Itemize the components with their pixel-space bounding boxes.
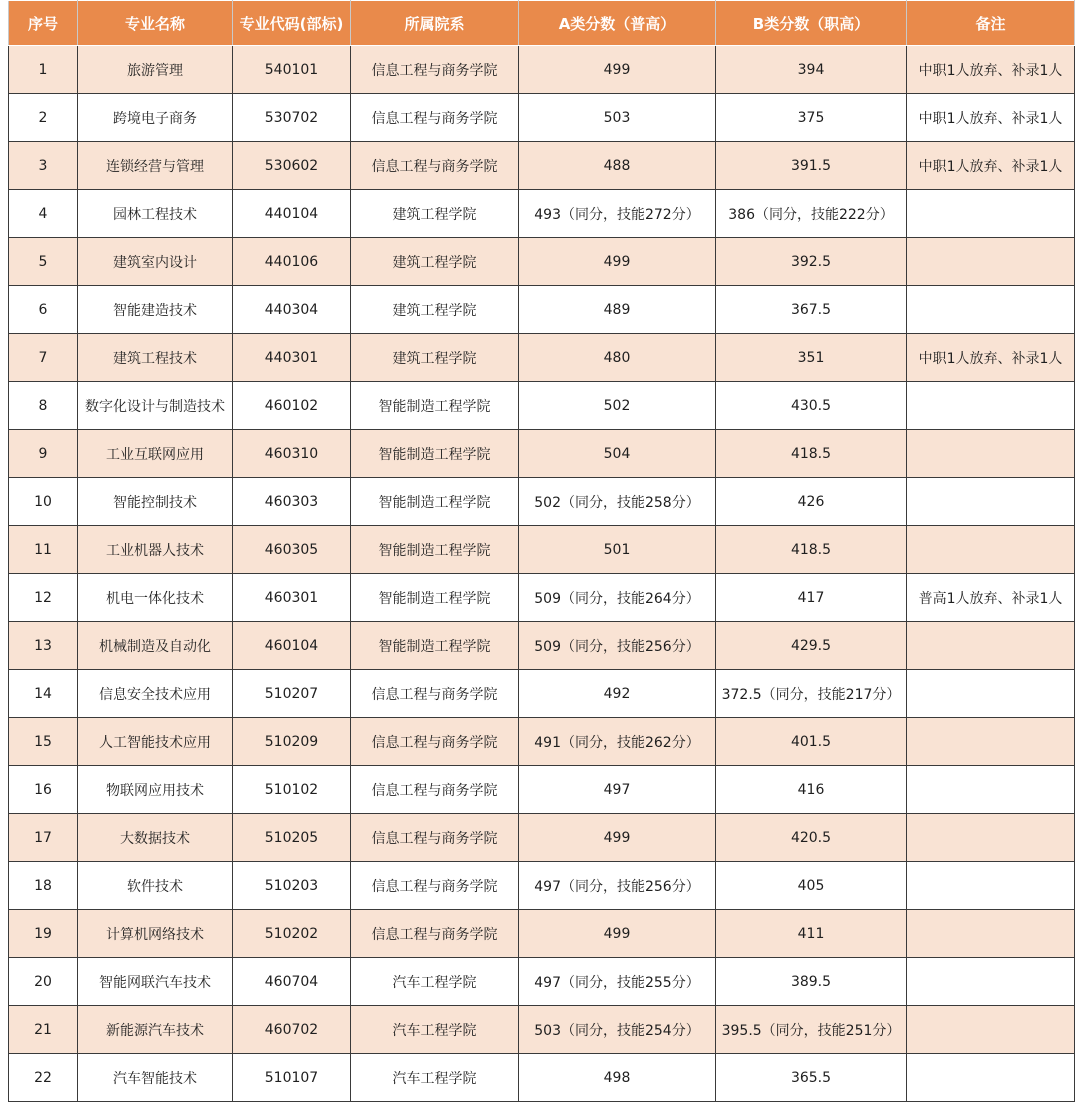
score-b-cell: 365.5: [716, 1054, 907, 1102]
major-name-cell: 工业机器人技术: [78, 526, 233, 574]
table-row: [9, 334, 1075, 382]
index-cell: 16: [9, 766, 78, 814]
remarks-cell: 中职1人放弃、补录1人: [907, 46, 1075, 94]
table-row: [9, 286, 1075, 334]
score-a-cell: 489: [519, 286, 716, 334]
major-code-cell: 440104: [233, 190, 351, 238]
department-cell: 智能制造工程学院: [351, 574, 519, 622]
major-code-cell: 460303: [233, 478, 351, 526]
score-a-cell: 491（同分，技能262分）: [519, 718, 716, 766]
remarks-cell: [907, 238, 1075, 286]
score-b-cell: 401.5: [716, 718, 907, 766]
table-row: [9, 814, 1075, 862]
index-cell: 17: [9, 814, 78, 862]
department-cell: 智能制造工程学院: [351, 430, 519, 478]
table-row: [9, 382, 1075, 430]
remarks-cell: [907, 430, 1075, 478]
score-b-cell: 372.5（同分，技能217分）: [716, 670, 907, 718]
department-cell: 信息工程与商务学院: [351, 766, 519, 814]
major-code-cell: 460104: [233, 622, 351, 670]
score-b-cell: 394: [716, 46, 907, 94]
remarks-cell: [907, 478, 1075, 526]
department-cell: 信息工程与商务学院: [351, 142, 519, 190]
major-name-cell: 工业互联网应用: [78, 430, 233, 478]
index-cell: 4: [9, 190, 78, 238]
remarks-cell: [907, 286, 1075, 334]
table-row: [9, 430, 1075, 478]
index-cell: 2: [9, 94, 78, 142]
major-code-cell: 460702: [233, 1006, 351, 1054]
score-a-cell: 509（同分，技能256分）: [519, 622, 716, 670]
major-name-cell: 数字化设计与制造技术: [78, 382, 233, 430]
major-code-cell: 510202: [233, 910, 351, 958]
major-code-cell: 510203: [233, 862, 351, 910]
table-row: [9, 190, 1075, 238]
table-row: [9, 142, 1075, 190]
score-b-cell: 375: [716, 94, 907, 142]
score-a-cell: 480: [519, 334, 716, 382]
header-row: [9, 1, 1075, 46]
score-a-cell: 499: [519, 46, 716, 94]
remarks-cell: [907, 670, 1075, 718]
table-row: [9, 574, 1075, 622]
index-cell: 7: [9, 334, 78, 382]
index-cell: 21: [9, 1006, 78, 1054]
header-department: 所属院系: [351, 1, 519, 46]
table-row: [9, 94, 1075, 142]
department-cell: 汽车工程学院: [351, 1054, 519, 1102]
major-name-cell: 跨境电子商务: [78, 94, 233, 142]
table-row: [9, 718, 1075, 766]
remarks-cell: [907, 622, 1075, 670]
index-cell: 9: [9, 430, 78, 478]
major-name-cell: 物联网应用技术: [78, 766, 233, 814]
major-code-cell: 460305: [233, 526, 351, 574]
remarks-cell: [907, 190, 1075, 238]
major-code-cell: 510205: [233, 814, 351, 862]
major-name-cell: 软件技术: [78, 862, 233, 910]
table-row: [9, 1054, 1075, 1102]
major-code-cell: 510107: [233, 1054, 351, 1102]
score-b-cell: 420.5: [716, 814, 907, 862]
score-table: [8, 0, 1075, 1102]
major-name-cell: 汽车智能技术: [78, 1054, 233, 1102]
score-a-cell: 504: [519, 430, 716, 478]
department-cell: 建筑工程学院: [351, 334, 519, 382]
header-major-code: 专业代码(部标): [233, 1, 351, 46]
table-row: [9, 670, 1075, 718]
major-code-cell: 540101: [233, 46, 351, 94]
major-name-cell: 新能源汽车技术: [78, 1006, 233, 1054]
score-b-cell: 395.5（同分，技能251分）: [716, 1006, 907, 1054]
department-cell: 智能制造工程学院: [351, 622, 519, 670]
table-body: [9, 46, 1075, 1102]
score-a-cell: 492: [519, 670, 716, 718]
major-name-cell: 园林工程技术: [78, 190, 233, 238]
score-b-cell: 351: [716, 334, 907, 382]
header-remarks: 备注: [907, 1, 1075, 46]
score-b-cell: 426: [716, 478, 907, 526]
score-a-cell: 499: [519, 814, 716, 862]
major-code-cell: 460301: [233, 574, 351, 622]
remarks-cell: [907, 1006, 1075, 1054]
score-b-cell: 405: [716, 862, 907, 910]
major-name-cell: 人工智能技术应用: [78, 718, 233, 766]
index-cell: 20: [9, 958, 78, 1006]
department-cell: 智能制造工程学院: [351, 382, 519, 430]
index-cell: 11: [9, 526, 78, 574]
department-cell: 信息工程与商务学院: [351, 814, 519, 862]
table-row: [9, 478, 1075, 526]
major-code-cell: 440304: [233, 286, 351, 334]
department-cell: 汽车工程学院: [351, 958, 519, 1006]
table-row: [9, 622, 1075, 670]
major-name-cell: 智能控制技术: [78, 478, 233, 526]
table-row: [9, 766, 1075, 814]
department-cell: 汽车工程学院: [351, 1006, 519, 1054]
score-b-cell: 429.5: [716, 622, 907, 670]
score-b-cell: 391.5: [716, 142, 907, 190]
score-b-cell: 389.5: [716, 958, 907, 1006]
score-a-cell: 498: [519, 1054, 716, 1102]
score-a-cell: 502（同分，技能258分）: [519, 478, 716, 526]
score-b-cell: 411: [716, 910, 907, 958]
major-name-cell: 机电一体化技术: [78, 574, 233, 622]
table-row: [9, 1006, 1075, 1054]
remarks-cell: [907, 958, 1075, 1006]
department-cell: 信息工程与商务学院: [351, 862, 519, 910]
score-a-cell: 503（同分，技能254分）: [519, 1006, 716, 1054]
major-code-cell: 460310: [233, 430, 351, 478]
table-row: [9, 958, 1075, 1006]
major-name-cell: 大数据技术: [78, 814, 233, 862]
index-cell: 8: [9, 382, 78, 430]
header-index: 序号: [9, 1, 78, 46]
major-name-cell: 智能网联汽车技术: [78, 958, 233, 1006]
score-b-cell: 430.5: [716, 382, 907, 430]
major-code-cell: 530702: [233, 94, 351, 142]
header-major-name: 专业名称: [78, 1, 233, 46]
remarks-cell: 普高1人放弃、补录1人: [907, 574, 1075, 622]
index-cell: 13: [9, 622, 78, 670]
score-a-cell: 501: [519, 526, 716, 574]
score-a-cell: 499: [519, 910, 716, 958]
index-cell: 5: [9, 238, 78, 286]
department-cell: 建筑工程学院: [351, 190, 519, 238]
department-cell: 智能制造工程学院: [351, 478, 519, 526]
score-a-cell: 493（同分，技能272分）: [519, 190, 716, 238]
department-cell: 建筑工程学院: [351, 286, 519, 334]
index-cell: 18: [9, 862, 78, 910]
remarks-cell: 中职1人放弃、补录1人: [907, 94, 1075, 142]
index-cell: 1: [9, 46, 78, 94]
department-cell: 建筑工程学院: [351, 238, 519, 286]
header-score-b: B类分数（职高）: [716, 1, 907, 46]
index-cell: 12: [9, 574, 78, 622]
table-row: [9, 910, 1075, 958]
remarks-cell: [907, 910, 1075, 958]
index-cell: 22: [9, 1054, 78, 1102]
score-b-cell: 417: [716, 574, 907, 622]
header-score-a: A类分数（普高）: [519, 1, 716, 46]
table-row: [9, 46, 1075, 94]
index-cell: 3: [9, 142, 78, 190]
remarks-cell: 中职1人放弃、补录1人: [907, 142, 1075, 190]
department-cell: 信息工程与商务学院: [351, 94, 519, 142]
score-a-cell: 497（同分，技能256分）: [519, 862, 716, 910]
remarks-cell: [907, 718, 1075, 766]
major-name-cell: 智能建造技术: [78, 286, 233, 334]
remarks-cell: [907, 766, 1075, 814]
major-name-cell: 信息安全技术应用: [78, 670, 233, 718]
score-b-cell: 416: [716, 766, 907, 814]
major-code-cell: 530602: [233, 142, 351, 190]
score-a-cell: 499: [519, 238, 716, 286]
score-b-cell: 418.5: [716, 430, 907, 478]
remarks-cell: 中职1人放弃、补录1人: [907, 334, 1075, 382]
score-b-cell: 392.5: [716, 238, 907, 286]
major-code-cell: 460102: [233, 382, 351, 430]
score-a-cell: 502: [519, 382, 716, 430]
index-cell: 15: [9, 718, 78, 766]
remarks-cell: [907, 1054, 1075, 1102]
score-a-cell: 503: [519, 94, 716, 142]
major-name-cell: 建筑工程技术: [78, 334, 233, 382]
score-a-cell: 497: [519, 766, 716, 814]
remarks-cell: [907, 382, 1075, 430]
table-header: [9, 1, 1075, 46]
major-code-cell: 460704: [233, 958, 351, 1006]
table-row: [9, 526, 1075, 574]
score-b-cell: 386（同分，技能222分）: [716, 190, 907, 238]
index-cell: 6: [9, 286, 78, 334]
remarks-cell: [907, 526, 1075, 574]
score-b-cell: 367.5: [716, 286, 907, 334]
index-cell: 14: [9, 670, 78, 718]
score-b-cell: 418.5: [716, 526, 907, 574]
remarks-cell: [907, 814, 1075, 862]
major-name-cell: 连锁经营与管理: [78, 142, 233, 190]
index-cell: 10: [9, 478, 78, 526]
department-cell: 信息工程与商务学院: [351, 46, 519, 94]
table-row: [9, 238, 1075, 286]
department-cell: 信息工程与商务学院: [351, 670, 519, 718]
major-name-cell: 机械制造及自动化: [78, 622, 233, 670]
table-row: [9, 862, 1075, 910]
major-name-cell: 旅游管理: [78, 46, 233, 94]
major-code-cell: 440301: [233, 334, 351, 382]
score-a-cell: 488: [519, 142, 716, 190]
index-cell: 19: [9, 910, 78, 958]
major-code-cell: 510209: [233, 718, 351, 766]
department-cell: 信息工程与商务学院: [351, 718, 519, 766]
major-code-cell: 440106: [233, 238, 351, 286]
department-cell: 信息工程与商务学院: [351, 910, 519, 958]
remarks-cell: [907, 862, 1075, 910]
major-code-cell: 510207: [233, 670, 351, 718]
department-cell: 智能制造工程学院: [351, 526, 519, 574]
major-code-cell: 510102: [233, 766, 351, 814]
score-a-cell: 497（同分，技能255分）: [519, 958, 716, 1006]
major-name-cell: 计算机网络技术: [78, 910, 233, 958]
score-a-cell: 509（同分，技能264分）: [519, 574, 716, 622]
major-name-cell: 建筑室内设计: [78, 238, 233, 286]
